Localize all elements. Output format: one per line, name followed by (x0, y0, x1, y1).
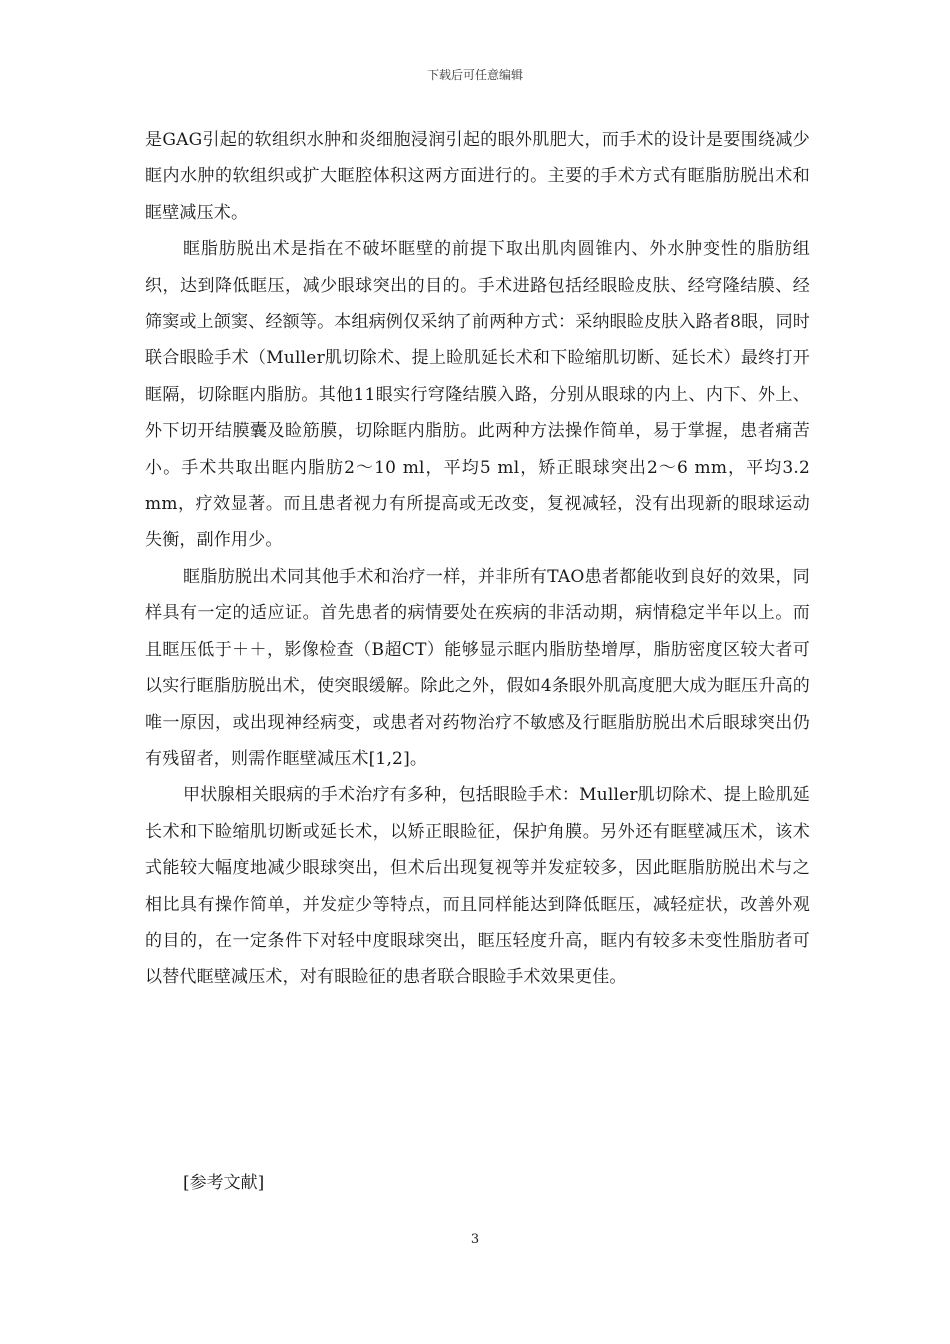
body-text (145, 122, 810, 996)
paragraph-indications: 眶脂肪脱出术同其他手术和治疗一样，并非所有TAO患者都能收到良好的效果，同样具有一定的适应证。首先患者的病情要处在疾病的非活动期，病情稳定半年以上。而且眶压低于＋＋，影像检查（B超CT）能够显示眶内脂肪垫增厚，脂肪密度区较大者可以实行眶脂肪脱出术，使突眼缓解。除此之外，假如4条眼外肌高度肥大成为眶压升高的唯一原因，或出现神经病变，或患者对药物治疗不敏感及行眶脂肪脱出术后眼球突出仍有残留者，则需作眶壁减压术[1,2]。 (145, 566, 810, 769)
references-heading: [参考文献] (183, 1173, 265, 1193)
paragraph-continuation: 是GAG引起的软组织水肿和炎细胞浸润引起的眼外肌肥大，而手术的设计是要围绕减少眶内水肿的软组织或扩大眶腔体积这两方面进行的。主要的手术方式有眶脂肪脱出术和眶壁减压术。 (145, 130, 810, 223)
paragraph-orbital-fat-technique: 眶脂肪脱出术是指在不破坏眶壁的前提下取出肌肉圆锥内、外水肿变性的脂肪组织，达到降低眶压，减少眼球突出的目的。手术进路包括经眼睑皮肤、经穹隆结膜、经筛窦或上颌窦、经额等。本组病例仅采纳了前两种方式：采纳眼睑皮肤入路者8眼，同时联合眼睑手术（Muller肌切除术、提上睑肌延长术和下睑缩肌切断、延长术）最终打开眶隔，切除眶内脂肪。其他11眼实行穹隆结膜入路，分别从眼球的内上、内下、外上、外下切开结膜囊及睑筋膜，切除眶内脂肪。此两种方法操作简单，易于掌握，患者痛苦小。手术共取出眶内脂肪2～10 ml，平均5 ml，矫正眼球突出2～6 mm，平均3.2 mm，疗效显著。而且患者视力有所提高或无改变，复视减轻，没有出现新的眼球运动失衡，副作用少。 (145, 239, 810, 551)
page-header-note: 下载后可任意编辑 (426, 68, 523, 82)
paragraph-conclusion: 甲状腺相关眼病的手术治疗有多种，包括眼睑手术：Muller肌切除术、提上睑肌延长术和下睑缩肌切断或延长术，以矫正眼睑征，保护角膜。另外还有眶壁减压术，该术式能较大幅度地减少眼球突出，但术后出现复视等并发症较多，因此眶脂肪脱出术与之相比具有操作简单，并发症少等特点，而且同样能达到降低眶压，减轻症状，改善外观的目的，在一定条件下对轻中度眼球突出，眶压轻度升高，眶内有较多未变性脂肪者可以替代眶壁减压术，对有眼睑征的患者联合眼睑手术效果更佳。 (145, 785, 810, 988)
page-number: 3 (470, 1232, 480, 1247)
